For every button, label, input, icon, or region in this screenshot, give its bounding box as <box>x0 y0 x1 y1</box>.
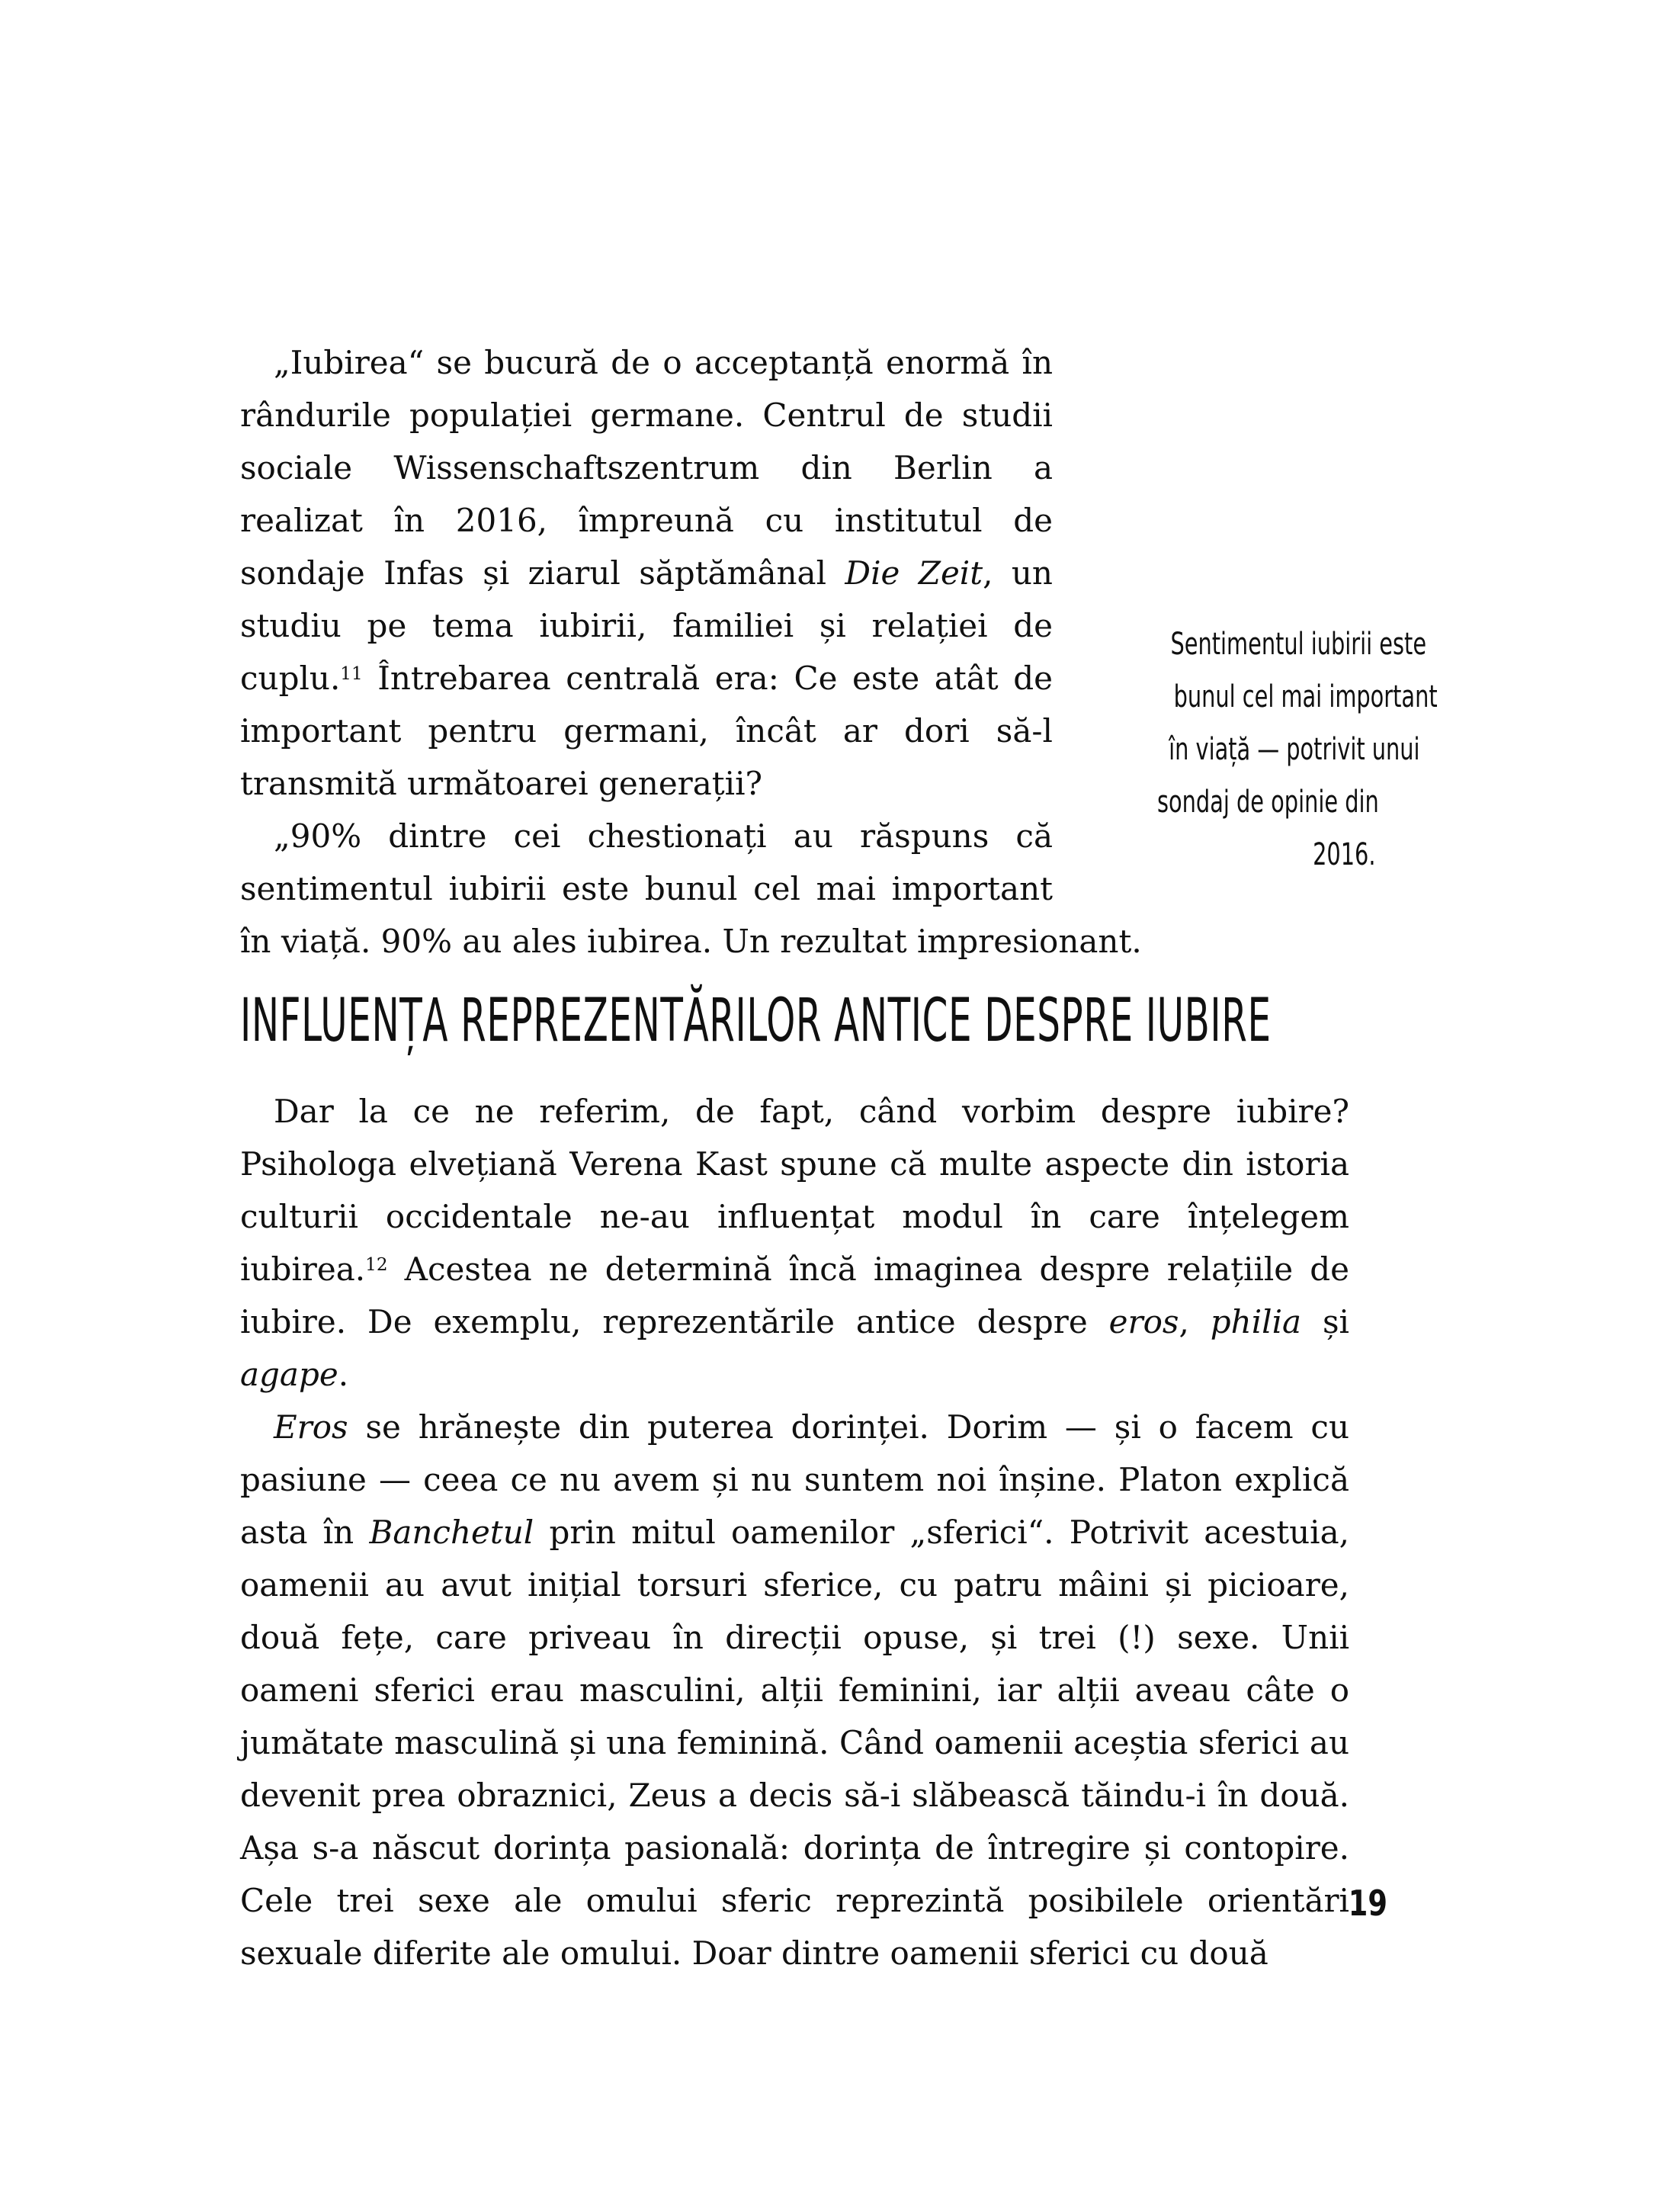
margin-note-text: sondaj de opinie din <box>1157 785 1379 820</box>
margin-note-text: 2016. <box>1313 837 1376 872</box>
paragraph-eros-myth: Eros se hrănește din puterea dorinței. Dorim — și o facem cu pasiune — ceea ce nu avem și nu suntem noi înșine. Platon explică asta în Banchetul prin mitul oamenilor „sferici“. Potrivit acestuia, oamenii au avut inițial torsuri sferice, cu patru mâini și picioare, două fețe, care priveau în direcții opuse, și trei (!) sexe. Unii oameni sferici erau masculini, alții feminini, iar alții aveau câte o jumătate masculină și una feminină. Când oamenii aceștia sferici au devenit prea obraznici, Zeus a decis să-i slăbească tăindu-i în două. Așa s-a născut dorința pasională: dorința de întregire și contopire. Cele trei sexe ale omului sferic reprezintă posibilele orientări sexuale diferite ale omului. Doar dintre oamenii sferici cu două <box>240 1408 1349 1972</box>
paragraph-survey-result: „90% dintre cei chestionați au răspuns că sentimentul iubirii este bunul cel mai important în viață. 90% au ales iubirea. Un rezultat impresionant. <box>240 817 1142 960</box>
margin-note-text: Sentimentul iubirii este <box>1170 627 1427 662</box>
page-number-text: 19 <box>1348 1883 1387 1924</box>
margin-note-line <box>1071 724 1420 776</box>
margin-note-text: bunul cel mai important <box>1173 679 1438 714</box>
page-number <box>1339 1883 1387 1923</box>
paragraph-intro: „Iubirea“ se bucură de o acceptanță enormă în rândurile populației germane. Centrul de studii sociale Wissenschaftszentrum din Berlin a realizat în 2016, împreună cu institutul de sondaje Infas și ziarul săptămânal Die Zeit, un studiu pe tema iubirii, familiei și relației de cuplu.$^{11}$ Întrebarea centrală era: Ce este atât de important pentru germani, încât ar dori să-l transmită următoarei generații? <box>240 344 1053 802</box>
section-heading-text: INFLUENȚA REPREZENTĂRILOR ANTICE DESPRE IUBIRE <box>240 987 1272 1055</box>
margin-note-line <box>1071 776 1379 829</box>
margin-note-text: în viață — potrivit unui <box>1169 732 1420 767</box>
section-heading <box>240 987 1349 1055</box>
margin-note <box>1071 618 1438 881</box>
paragraph-ancient-representations: Dar la ce ne referim, de fapt, când vorbim despre iubire? Psihologa elvețiană Verena Kast spune că multe aspecte din istoria culturii occidentale ne-au influențat modul în care înțelegem iubirea.$^{12}$ Acestea ne determină încă imaginea despre relațiile de iubire. De exemplu, reprezentările antice despre eros, philia și agape. <box>240 1093 1349 1393</box>
margin-note-line <box>1071 829 1376 881</box>
margin-note-line <box>1071 618 1427 671</box>
margin-note-line <box>1071 671 1438 724</box>
